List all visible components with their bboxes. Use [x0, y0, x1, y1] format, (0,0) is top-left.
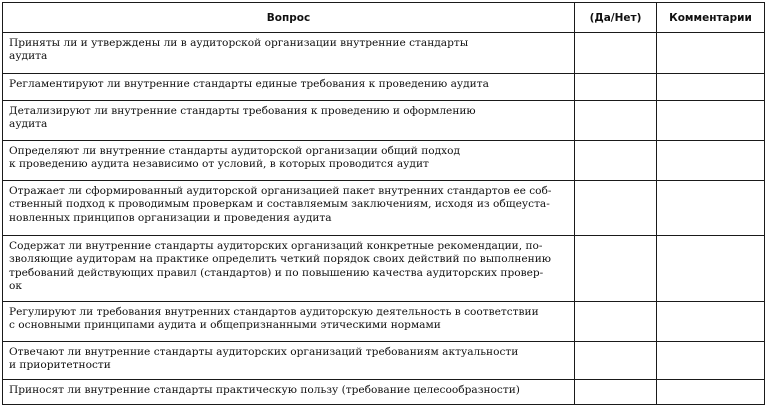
question-cell [3, 181, 575, 236]
question-text: Отвечают ли внутренние стандарты аудиторских организаций требованиям актуальности и приоритетности [9, 346, 519, 372]
question-text: Приносят ли внутренние стандарты практическую пользу (требование целесообразности) [9, 384, 520, 396]
comments-cell[interactable] [657, 101, 765, 141]
yes-no-cell[interactable] [575, 101, 657, 141]
table-row [3, 74, 765, 101]
comments-cell[interactable] [657, 74, 765, 101]
question-text: Отражает ли сформированный аудиторской организацией пакет внутренних стандартов ее соб- ственный подход к проводимым проверкам и составляемым заключениям, исходя из общеуста- новленных принципов организации и проведения аудита [9, 185, 552, 224]
question-cell [3, 74, 575, 101]
header-comments: Комментарии [657, 3, 765, 33]
table-row [3, 302, 765, 342]
question-cell [3, 33, 575, 74]
question-cell [3, 380, 575, 405]
yes-no-cell[interactable] [575, 181, 657, 236]
comments-cell[interactable] [657, 302, 765, 342]
table-row [3, 33, 765, 74]
question-text: Приняты ли и утверждены ли в аудиторской организации внутренние стандарты аудита [9, 37, 469, 63]
comments-cell[interactable] [657, 33, 765, 74]
question-text: Содержат ли внутренние стандарты аудиторских организаций конкретные рекомендации, по- зволяющие аудиторам на практике определить четкий порядок своих действий по выполнению требований действующих правил (стандартов) и по повышению качества аудиторских провер- ок [9, 240, 552, 293]
table-row [3, 380, 765, 405]
table-row [3, 342, 765, 380]
yes-no-cell[interactable] [575, 342, 657, 380]
table-row [3, 181, 765, 236]
comments-cell[interactable] [657, 342, 765, 380]
question-cell [3, 342, 575, 380]
yes-no-cell[interactable] [575, 141, 657, 181]
question-text: Детализируют ли внутренние стандарты требования к проведению и оформлению аудита [9, 105, 476, 131]
header-yes-no: (Да/Нет) [575, 3, 657, 33]
question-text: Регламентируют ли внутренние стандарты единые требования к проведению аудита [9, 78, 489, 90]
question-cell [3, 302, 575, 342]
comments-cell[interactable] [657, 236, 765, 302]
question-cell [3, 141, 575, 181]
table-row [3, 236, 765, 302]
comments-cell[interactable] [657, 181, 765, 236]
question-cell [3, 236, 575, 302]
question-cell [3, 101, 575, 141]
question-text: Регулируют ли требования внутренних стандартов аудиторскую деятельность в соответствии с основными принципами аудита и общепризнанными этическими нормами [9, 306, 539, 332]
audit-checklist-table [2, 2, 765, 405]
yes-no-cell[interactable] [575, 236, 657, 302]
yes-no-cell[interactable] [575, 33, 657, 74]
comments-cell[interactable] [657, 141, 765, 181]
yes-no-cell[interactable] [575, 380, 657, 405]
table-row [3, 101, 765, 141]
yes-no-cell[interactable] [575, 74, 657, 101]
comments-cell[interactable] [657, 380, 765, 405]
header-question: Вопрос [3, 3, 575, 33]
question-text: Определяют ли внутренние стандарты аудиторской организации общий подход к проведению аудита независимо от условий, в которых проводится аудит [9, 145, 461, 171]
yes-no-cell[interactable] [575, 302, 657, 342]
table-row [3, 141, 765, 181]
header-row [3, 3, 765, 33]
